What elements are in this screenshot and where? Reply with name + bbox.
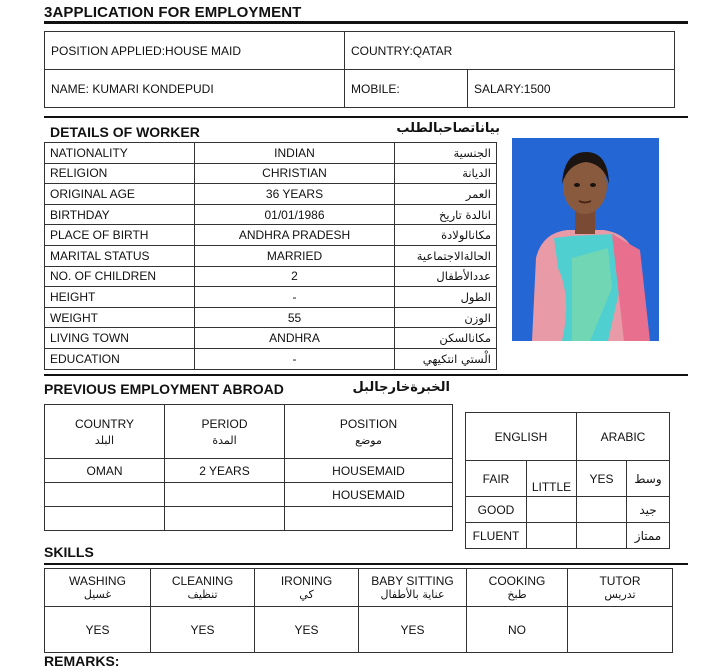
- skill-value: [568, 607, 673, 653]
- skill-header: [45, 569, 151, 607]
- worker-portrait-image: [512, 138, 659, 341]
- position-applied: POSITION APPLIED:HOUSE MAID: [45, 32, 345, 70]
- details-value: CHRISTIAN: [195, 163, 395, 184]
- details-label: EDUCATION: [45, 348, 195, 369]
- details-label-ar: الوزن: [395, 307, 497, 328]
- table-cell: [285, 507, 453, 531]
- mobile: MOBILE:: [345, 70, 468, 108]
- details-row: [45, 184, 497, 205]
- details-value: -: [195, 348, 395, 369]
- table-cell: HOUSEMAID: [285, 483, 453, 507]
- previous-employment-heading: PREVIOUS EMPLOYMENT ABROAD: [44, 381, 284, 397]
- fluent-label: FLUENT: [466, 523, 527, 549]
- details-value: 2: [195, 266, 395, 287]
- col-position: [285, 405, 453, 459]
- table-cell: [577, 523, 627, 549]
- skill-name-ar: طبخ: [507, 588, 527, 601]
- skill-header: [568, 569, 673, 607]
- col-period-en: PERIOD: [201, 416, 248, 431]
- details-label-ar: العمر: [395, 184, 497, 205]
- arabic-header: ARABIC: [577, 413, 670, 461]
- language-table: [465, 412, 670, 549]
- skill-value: NO: [467, 607, 568, 653]
- fair-label: FAIR: [466, 461, 527, 497]
- english-header: ENGLISH: [466, 413, 577, 461]
- table-cell: HOUSEMAID: [285, 459, 453, 483]
- table-cell: [527, 523, 577, 549]
- details-label-ar: عددالأطفال: [395, 266, 497, 287]
- col-country: [45, 405, 165, 459]
- details-heading: DETAILS OF WORKER: [50, 124, 200, 140]
- skill-name-ar: تدريس: [604, 588, 636, 601]
- form-title: 3APPLICATION FOR EMPLOYMENT: [44, 4, 302, 21]
- skill-value: YES: [45, 607, 151, 653]
- col-country-en: COUNTRY: [74, 416, 135, 431]
- details-value: MARRIED: [195, 245, 395, 266]
- details-value: ANDHRA PRADESH: [195, 225, 395, 246]
- details-value: -: [195, 287, 395, 308]
- col-period: [165, 405, 285, 459]
- details-label: BIRTHDAY: [45, 204, 195, 225]
- details-row: [45, 245, 497, 266]
- details-value: 55: [195, 307, 395, 328]
- details-label-ar: مكانالولادة: [395, 225, 497, 246]
- section-divider: [44, 563, 688, 565]
- details-value: ANDHRA: [195, 328, 395, 349]
- arabic-level-yes: YES: [577, 461, 627, 497]
- skill-value: YES: [359, 607, 467, 653]
- details-label: RELIGION: [45, 163, 195, 184]
- skill-name: CLEANING: [171, 574, 234, 588]
- skill-value: YES: [255, 607, 359, 653]
- details-value: 01/01/1986: [195, 204, 395, 225]
- skills-table: [44, 568, 673, 653]
- skill-name-ar: عناية بالأطفال: [380, 588, 445, 601]
- details-label-ar: مكانالسكن: [395, 328, 497, 349]
- col-period-ar: المدة: [212, 433, 237, 447]
- skill-header: [255, 569, 359, 607]
- details-label-ar: الْستي انتكيهي: [395, 348, 497, 369]
- good-label: GOOD: [466, 497, 527, 523]
- details-label-ar: الجنسية: [395, 143, 497, 164]
- details-row: [45, 328, 497, 349]
- table-cell: [45, 483, 165, 507]
- skill-value: YES: [151, 607, 255, 653]
- table-cell: [165, 507, 285, 531]
- title-underline: [44, 21, 688, 24]
- details-label-ar: انالدة تاريخ: [395, 204, 497, 225]
- details-row: [45, 143, 497, 164]
- details-label-ar: الحالةالاجتماعية: [395, 245, 497, 266]
- details-value: INDIAN: [195, 143, 395, 164]
- country: COUNTRY:QATAR: [345, 32, 675, 70]
- details-row: [45, 348, 497, 369]
- details-row: [45, 225, 497, 246]
- skill-header: [359, 569, 467, 607]
- details-label: WEIGHT: [45, 307, 195, 328]
- skill-name: COOKING: [488, 574, 546, 588]
- section-divider: [44, 116, 688, 118]
- previous-employment-table: [44, 404, 453, 531]
- worker-name: NAME: KUMARI KONDEPUDI: [45, 70, 345, 108]
- skill-header: [151, 569, 255, 607]
- details-label: PLACE OF BIRTH: [45, 225, 195, 246]
- english-level-little: LITTLE: [527, 461, 577, 497]
- details-label: NATIONALITY: [45, 143, 195, 164]
- skills-heading: SKILLS: [44, 544, 94, 560]
- worker-details-table: [44, 142, 497, 370]
- skill-header: [467, 569, 568, 607]
- skill-name: IRONING: [280, 574, 333, 588]
- skill-name-ar: تنظيف: [187, 588, 218, 601]
- skill-name: WASHING: [69, 574, 126, 588]
- skill-name: BABY SITTING: [371, 574, 454, 588]
- details-label: HEIGHT: [45, 287, 195, 308]
- details-row: [45, 307, 497, 328]
- fluent-label-ar: ممتاز: [627, 523, 670, 549]
- good-label-ar: جيد: [627, 497, 670, 523]
- details-heading-ar: بياناتصاحبالطلب: [396, 121, 500, 136]
- details-row: [45, 163, 497, 184]
- remarks-label: REMARKS:: [44, 653, 120, 669]
- details-label: MARITAL STATUS: [45, 245, 195, 266]
- table-cell: [577, 497, 627, 523]
- table-cell: [45, 507, 165, 531]
- header-table: [44, 31, 675, 108]
- salary: SALARY:1500: [468, 70, 675, 108]
- details-label-ar: الديانة: [395, 163, 497, 184]
- table-cell: 2 YEARS: [165, 459, 285, 483]
- section-divider: [44, 374, 688, 376]
- details-value: 36 YEARS: [195, 184, 395, 205]
- details-label: ORIGINAL AGE: [45, 184, 195, 205]
- details-row: [45, 266, 497, 287]
- table-cell: [165, 483, 285, 507]
- previous-employment-heading-ar: الخبرةخارجالبل: [352, 380, 450, 395]
- table-cell: [527, 497, 577, 523]
- skill-name: TUTOR: [599, 574, 641, 588]
- table-cell: OMAN: [45, 459, 165, 483]
- col-country-ar: البلد: [94, 433, 115, 447]
- col-position-en: POSITION: [339, 416, 398, 431]
- col-position-ar: موضع: [355, 433, 382, 447]
- details-label-ar: الطول: [395, 287, 497, 308]
- details-label: NO. OF CHILDREN: [45, 266, 195, 287]
- worker-photo: [512, 138, 659, 341]
- skill-name-ar: كي: [299, 588, 314, 601]
- skill-name-ar: غسيل: [83, 588, 112, 601]
- fair-label-ar: وسط: [627, 461, 670, 497]
- details-row: [45, 287, 497, 308]
- details-label: LIVING TOWN: [45, 328, 195, 349]
- details-row: [45, 204, 497, 225]
